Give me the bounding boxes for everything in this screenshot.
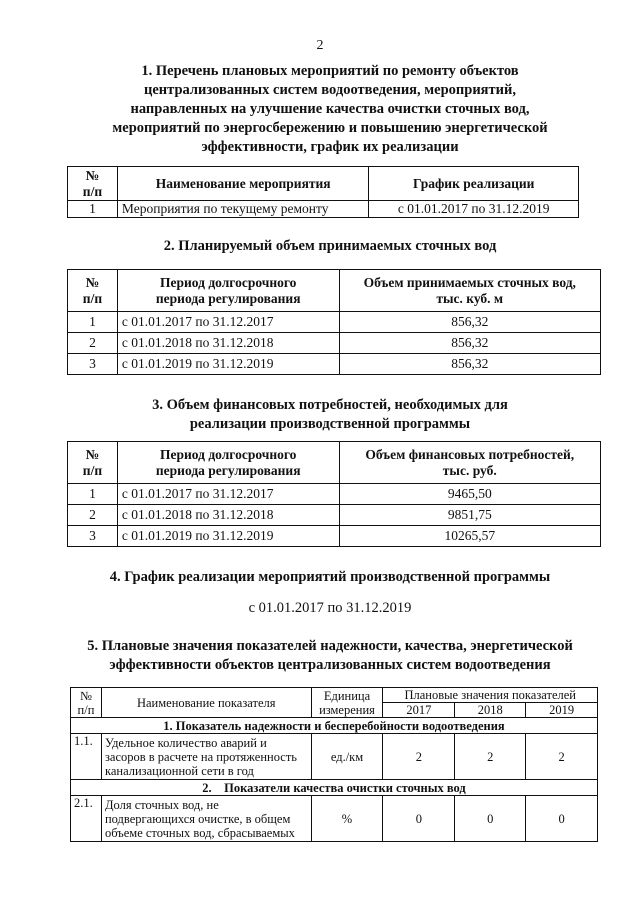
col-header-period: Период долгосрочного периода регулирования	[117, 270, 339, 312]
col-header-planned: Плановые значения показателей	[383, 688, 598, 703]
cell-volume: 856,32	[339, 333, 600, 354]
page-number: 2	[316, 38, 324, 53]
cell-num: 1	[68, 312, 118, 333]
cell-period: с 01.01.2019 по 31.12.2019	[117, 354, 339, 375]
section1-title-line: направленных на улучшение качества очистки сточных вод,	[130, 101, 530, 117]
cell-finance: 9851,75	[339, 505, 600, 526]
section5-title-line: эффективности объектов централизованных систем водоотведения	[109, 657, 551, 673]
section3-title-line: реализации производственной программы	[189, 416, 471, 432]
table-row	[68, 505, 601, 526]
table-activities	[67, 166, 579, 218]
cell-value-2018: 2	[455, 734, 526, 780]
cell-num: 2	[68, 333, 118, 354]
table-row	[68, 484, 601, 505]
cell-finance: 10265,57	[339, 526, 600, 547]
cell-num: 2	[68, 505, 118, 526]
col-header-volume: Объем принимаемых сточных вод, тыс. куб. м	[339, 270, 600, 312]
section1-title-line: мероприятий по энергосбережению и повышению энергетической	[112, 120, 548, 136]
table-row	[71, 734, 598, 780]
cell-num: 1	[68, 484, 118, 505]
cell-activity: Мероприятия по текущему ремонту	[117, 201, 369, 218]
table-row	[68, 312, 601, 333]
table-row	[68, 333, 601, 354]
table-row	[68, 201, 579, 218]
subsection-quality: 2. Показатели качества очистки сточных вод	[71, 780, 598, 796]
section4-title: 4. График реализации мероприятий производственной программы	[109, 569, 551, 585]
col-header-year: 2017	[383, 703, 455, 718]
col-header-indicator: Наименование показателя	[101, 688, 311, 718]
cell-period: с 01.01.2018 по 31.12.2018	[117, 333, 339, 354]
col-header-schedule: График реализации	[369, 167, 579, 201]
subsection-reliability: 1. Показатель надежности и бесперебойности водоотведения	[71, 718, 598, 734]
table-row	[68, 526, 601, 547]
section5-title	[40, 637, 620, 675]
col-header-num: № п/п	[68, 270, 118, 312]
section1-title-line: 1. Перечень плановых мероприятий по ремонту объектов	[141, 63, 519, 79]
cell-value-2019: 2	[526, 734, 598, 780]
cell-finance: 9465,50	[339, 484, 600, 505]
col-header-activity: Наименование мероприятия	[117, 167, 369, 201]
col-header-year: 2018	[455, 703, 526, 718]
cell-volume: 856,32	[339, 312, 600, 333]
cell-num: 1	[68, 201, 118, 218]
cell-value-2017: 2	[383, 734, 455, 780]
section1-title-line: централизованных систем водоотведения, мероприятий,	[144, 82, 516, 98]
table-row	[68, 354, 601, 375]
col-header-period: Период долгосрочного периода регулирования	[117, 442, 339, 484]
col-header-num: № п/п	[68, 167, 118, 201]
cell-num: 3	[68, 526, 118, 547]
table-financial-needs	[67, 441, 601, 547]
cell-volume: 856,32	[339, 354, 600, 375]
section2-title: 2. Планируемый объем принимаемых сточных вод	[163, 238, 497, 254]
section5-title-line: 5. Плановые значения показателей надежности, качества, энергетической	[87, 638, 573, 654]
cell-unit: %	[311, 796, 383, 842]
section1-title	[60, 62, 600, 157]
cell-schedule: с 01.01.2017 по 31.12.2019	[369, 201, 579, 218]
table-row	[71, 796, 598, 842]
cell-value-2019: 0	[526, 796, 598, 842]
cell-unit: ед./км	[311, 734, 383, 780]
cell-num: 2.1.	[71, 796, 102, 842]
section1-title-line: эффективности, график их реализации	[201, 139, 459, 155]
cell-period: с 01.01.2019 по 31.12.2019	[117, 526, 339, 547]
section3-title	[60, 396, 600, 434]
col-header-num: № п/п	[71, 688, 102, 718]
cell-indicator: Удельное количество аварий и засоров в расчете на протяженность канализационной сети в год	[101, 734, 311, 780]
cell-period: с 01.01.2017 по 31.12.2017	[117, 312, 339, 333]
col-header-year: 2019	[526, 703, 598, 718]
cell-indicator: Доля сточных вод, не подвергающихся очистке, в общем объеме сточных вод, сбрасываемых	[101, 796, 311, 842]
cell-num: 1.1.	[71, 734, 102, 780]
cell-num: 3	[68, 354, 118, 375]
table-indicators	[70, 687, 598, 842]
col-header-finance: Объем финансовых потребностей, тыс. руб.	[339, 442, 600, 484]
col-header-num: № п/п	[68, 442, 118, 484]
col-header-unit: Единица измерения	[311, 688, 383, 718]
cell-value-2017: 0	[383, 796, 455, 842]
section3-title-line: 3. Объем финансовых потребностей, необходимых для	[152, 397, 508, 413]
cell-period: с 01.01.2018 по 31.12.2018	[117, 505, 339, 526]
section4-period: с 01.01.2017 по 31.12.2019	[248, 600, 412, 616]
cell-value-2018: 0	[455, 796, 526, 842]
table-wastewater-volume	[67, 269, 601, 375]
cell-period: с 01.01.2017 по 31.12.2017	[117, 484, 339, 505]
